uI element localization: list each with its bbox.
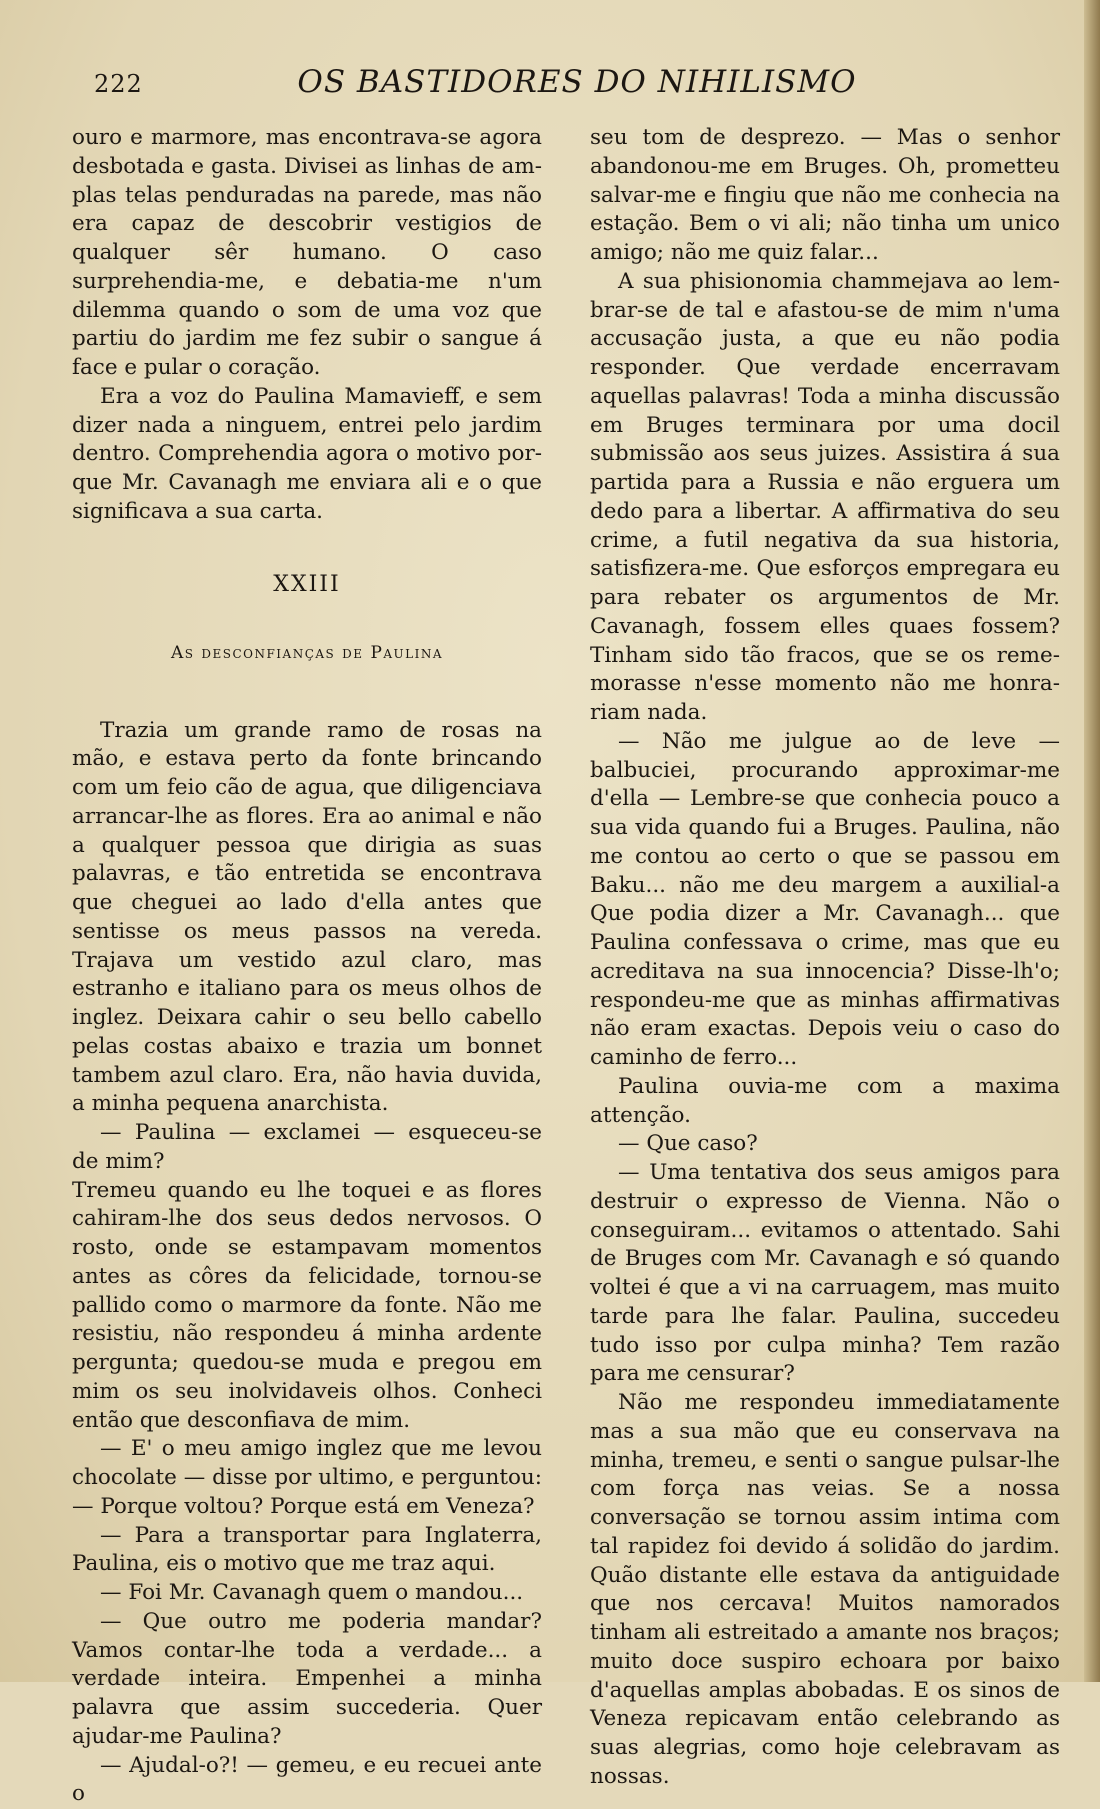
paragraph: seu tom de desprezo. — Mas o senhor abandonou-me em Bruges. Oh, prometteu salvar-me e fingiu que não me conhecia na estação. Bem o vi ali; não tinha um unico amigo; não me quiz falar... — [590, 124, 1060, 268]
paragraph: Não me respondeu immediatamente mas a sua mão que eu conservava na minha, tremeu, e senti o sangue pulsar-lhe com força nas veias. Se a nossa conversação se tornou assim intima com tal rapidez foi devido á solidão do jardim. Quão distante elle estava da antiguidade que nos cercava! Muitos namorados tinham ali estreitado a amante nos braços; muito doce suspiro echoara por baixo d'aquellas amplas abobadas. E os sinos de Veneza repicavam então celebrando as suas alegrias, como hoje celebravam as nossas. — [590, 1389, 1060, 1792]
page-number: 222 — [94, 70, 143, 98]
chapter-title: As desconfianças de Paulina — [72, 639, 542, 669]
paragraph: — Para a transportar para Inglaterra, Paulina, eis o motivo que me traz aqui. — [72, 1522, 542, 1580]
running-title: OS BASTIDORES DO NIHILISMO — [222, 64, 932, 100]
paragraph: — Foi Mr. Cavanagh quem o mandou... — [72, 1579, 542, 1608]
page-header — [72, 62, 1012, 112]
paragraph: — Ajudal-o?! — gemeu, e eu recuei ante o — [72, 1752, 542, 1809]
paragraph: Paulina ouvia-me com a maxima attenção. — [590, 1073, 1060, 1131]
paragraph: — Uma tentativa dos seus amigos para destruir o expresso de Vienna. Não o conseguiram... evitamos o attentado. Sahi de Bruges com Mr. Cavanagh e só quando voltei é que a vi na carruagem, mas muito tarde para lhe falar. Paulina, succedeu tudo isso por culpa minha? Tem razão para me censurar? — [590, 1159, 1060, 1389]
paragraph: A sua phisionomia chammejava ao lembrar-se de tal e afastou-se de mim n'uma accusação justa, a que eu não podia responder. Que verdade encerravam aquellas palavras! Toda a minha discussão em Bruges terminara por uma docil submissão aos seus juizes. Assistira á sua partida para a Russia e não erguera um dedo para a libertar. A affirmativa do seu crime, a futil negativa da sua historia, satisfizera-me. Que esforços empregara eu para rebater os argumentos de Mr. Cavanagh, fossem elles quaes fossem? Tinham sido tão fracos, que se os rememorasse n'esse momento não me honrariam nada. — [590, 268, 1060, 728]
left-column — [72, 124, 542, 1809]
paragraph: Trazia um grande ramo de rosas na mão, e estava perto da fonte brincando com um feio cão de agua, que diligenciava arrancar-lhe as flores. Era ao animal e não a qualquer pessoa que dirigia as suas palavras, e tão entretida se encontrava que cheguei ao lado d'ella antes que sentisse os meus passos na vereda. Trajava um vestido azul claro, mas estranho e italiano para os meus olhos de inglez. Deixara cahir o seu bello cabello pelas costas abaixo e trazia um bonnet tambem azul claro. Era, não havia duvida, a minha pequena anarchista. — [72, 717, 542, 1120]
paragraph: — Não me julgue ao de leve — balbuciei, procurando approximar-me d'ella — Lembre-se que conhecia pouco a sua vida quando fui a Bruges. Paulina, não me contou ao certo o que se passou em Baku... não me deu margem a auxilial-a Que podia dizer a Mr. Cavanagh... que Paulina confessava o crime, mas que eu acreditava na sua innocencia? Disse-lh'o; respondeu-me que as minhas affirmativas não eram exactas. Depois veiu o caso do caminho de ferro... — [590, 728, 1060, 1073]
paragraph: — Paulina — exclamei — esqueceu-se de mim? — [72, 1119, 542, 1177]
paragraph: Tremeu quando eu lhe toquei e as flores cahiram-lhe dos seus dedos nervosos. O rosto, onde se estampavam momentos antes as côres da felicidade, tornou-se pallido como o marmore da fonte. Não me resistiu, não respondeu á minha ardente pergunta; quedou-se muda e pregou em mim os seu inolvidaveis olhos. Conheci então que desconfiava de mim. — [72, 1177, 542, 1436]
paragraph: ouro e marmore, mas encontrava-se agora desbotada e gasta. Divisei as linhas de amplas telas penduradas na parede, mas não era capaz de descobrir vestigios de qualquer sêr humano. O caso surprehendia-me, e debatia-me n'um dilemma quando o som de uma voz que partiu do jardim me fez subir o sangue á face e pular o coração. — [72, 124, 542, 383]
chapter-number: XXIII — [72, 571, 542, 601]
right-column — [590, 124, 1060, 1792]
paragraph: — E' o meu amigo inglez que me levou chocolate — disse por ultimo, e perguntou: — Porque voltou? Porque está em Veneza? — [72, 1435, 542, 1521]
paragraph: — Que outro me poderia mandar? Vamos contar-lhe toda a verdade... a verdade inteira. Empenhei a minha palavra que assim succederia. Quer ajudar-me Paulina? — [72, 1608, 542, 1752]
page-edge — [1084, 0, 1100, 1682]
paragraph: — Que caso? — [590, 1130, 1060, 1159]
paragraph: Era a voz do Paulina Mamavieff, e sem dizer nada a ninguem, entrei pelo jardim dentro. Comprehendia agora o motivo porque Mr. Cavanagh me enviara ali e o que significava a sua carta. — [72, 383, 542, 527]
